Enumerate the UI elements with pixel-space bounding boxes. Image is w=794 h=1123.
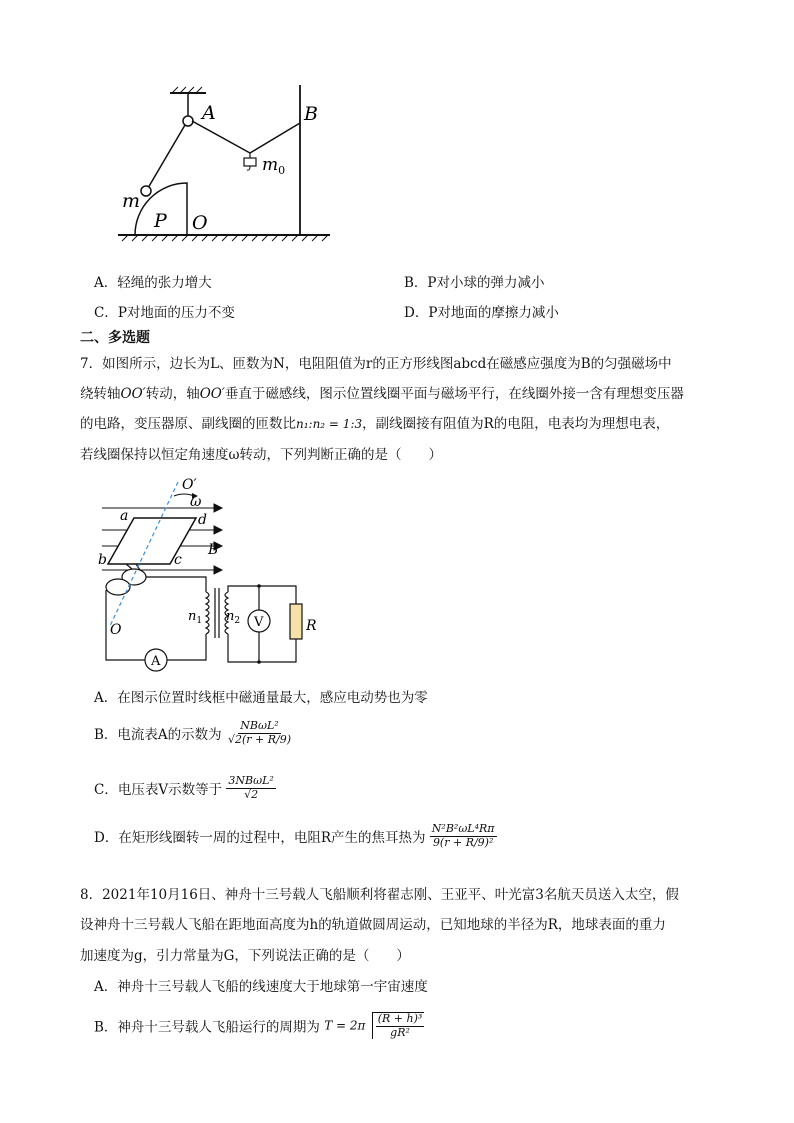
q7-line-2: 绕转轴OO′转动，轴OO′垂直于磁感线，图示位置线圈平面与磁场平行，在线圈外接一含有理想变压器	[80, 386, 684, 402]
label-m0-sub: 0	[278, 164, 286, 177]
svg-text:n2: $n_2$	[226, 609, 241, 626]
q8-line-2: 设神舟十三号载人飞船在距地面高度为h的轨道做圆周运动，已知地球的半径为R，地球表面的重力	[80, 917, 666, 933]
label-O-axis: O	[110, 622, 122, 638]
label-field-B: B	[208, 542, 219, 558]
label-m: m	[122, 190, 141, 212]
q7-line-1: 7．如图所示，边长为L、匝数为N，电阻阻值为r的正方形线图abcd在磁感应强度为B的匀强磁场中	[80, 356, 672, 372]
pulley-figure	[110, 85, 350, 245]
q7-line-4: 若线圈保持以恒定角速度ω转动，下列判断正确的是（ ）	[80, 447, 443, 463]
ammeter-label: A	[151, 654, 161, 669]
q7-option-a: A．在图示位置时线框中磁通量最大，感应电动势也为零	[94, 690, 428, 706]
label-B: B	[304, 103, 318, 125]
label-d: d	[198, 512, 207, 528]
label-omega: ω	[190, 494, 202, 510]
q7-line-3: 的电路，变压器原、副线圈的匝数比n₁:n₂ = 1:3，副线圈接有阻值为R的电阻，电表均为理想电表，	[80, 416, 670, 432]
label-a: a	[120, 508, 129, 524]
q8-line-1: 8．2021年10月16日、神舟十三号载人飞船顺利将翟志刚、王亚平、叶光富3名航天员送入太空，假	[80, 887, 679, 903]
q6-option-c: C．P对地面的压力不变	[94, 305, 235, 321]
svg-text:n1: $n_1$	[188, 609, 203, 626]
label-o-prime: O′	[182, 477, 197, 493]
q6-option-b: B．P对小球的弹力减小	[404, 275, 545, 291]
section-heading: 二、多选题	[80, 330, 150, 346]
label-P: P	[154, 210, 167, 232]
q7-option-d: D．在矩形线圈转一周的过程中，电阻R产生的焦耳热为 $\frac{\text{N²B²ωL⁴Rπ}}{\text{9(r + R/9)²}}$	[94, 822, 495, 849]
q8-line-3: 加速度为g，引力常量为G，下列说法正确的是（ ）	[80, 948, 410, 964]
generator-circuit-figure	[96, 474, 326, 674]
q8-option-b: B．神舟十三号载人飞船运行的周期为 T = 2π $\frac{\text{(R + h)³}}{\text{gR²}}$	[94, 1012, 423, 1039]
label-m0: m	[262, 155, 279, 175]
q8-option-a: A．神舟十三号载人飞船的线速度大于地球第一宇宙速度	[94, 979, 428, 995]
q7-option-c: C．电压表V示数等于 $\frac{\text{3NBωL²}}{√2}$	[94, 774, 274, 801]
label-O: O	[192, 212, 208, 234]
label-c: c	[174, 552, 182, 568]
q6-option-a: A．轻绳的张力增大	[94, 275, 212, 291]
resistor-label: R	[306, 618, 317, 634]
voltmeter-label: V	[254, 615, 264, 630]
svg-text:m0	[262, 155, 285, 177]
q6-option-d: D．P对地面的摩擦力减小	[404, 305, 559, 321]
label-A: A	[202, 102, 216, 124]
q7-option-b: B．电流表A的示数为 $\frac{\text{NBωL²}}{√2(r + R/9)}$	[94, 719, 292, 746]
label-b: b	[98, 552, 107, 568]
